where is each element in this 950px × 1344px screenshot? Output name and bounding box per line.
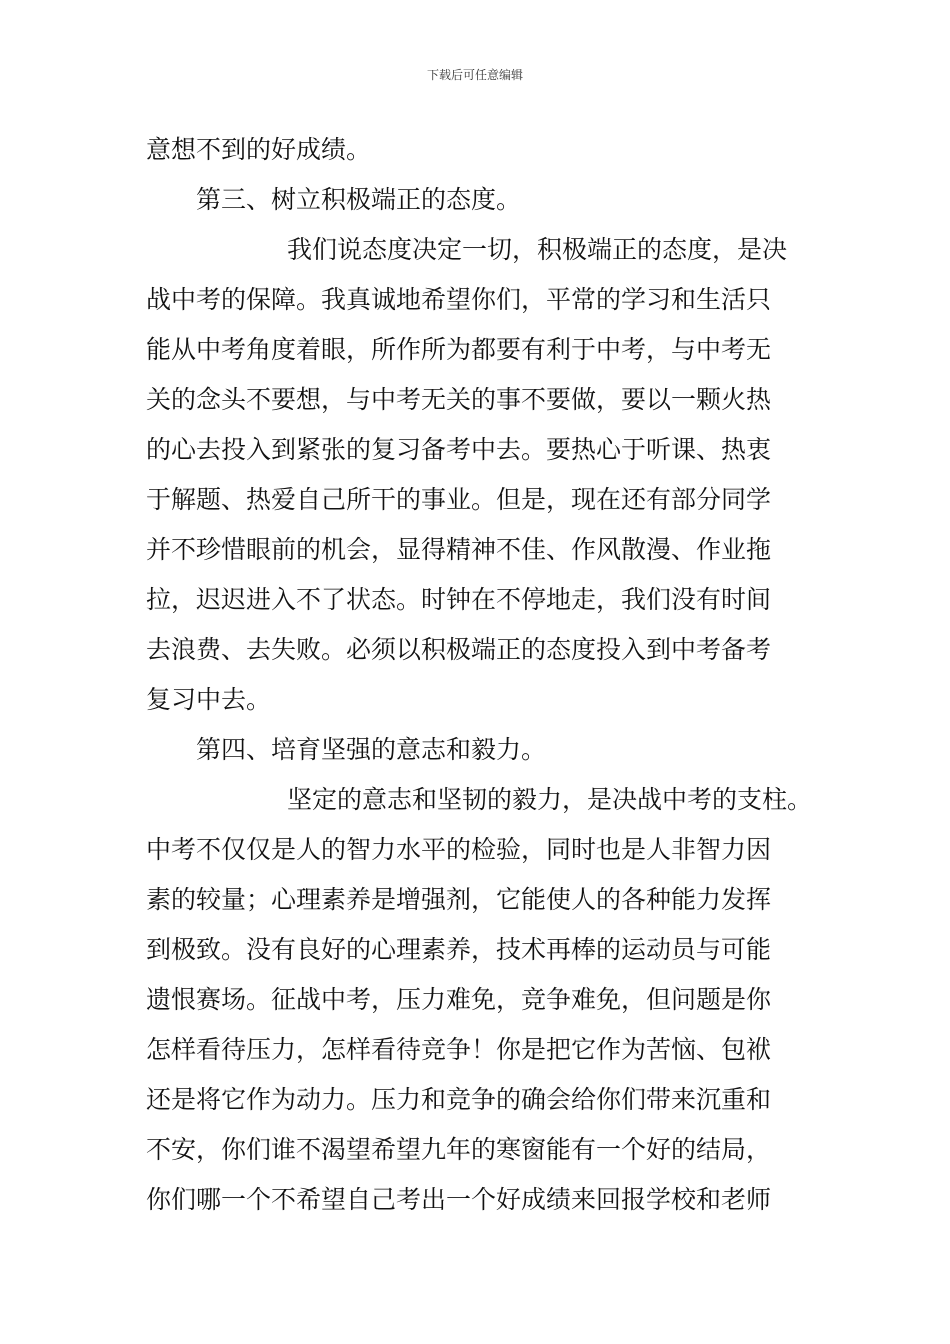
page-header-note: 下载后可任意编辑 (426, 68, 523, 82)
text-line: 能从中考角度着眼，所作所为都要有利于中考，与中考无 (146, 335, 772, 364)
text-line: 战中考的保障。我真诚地希望你们，平常的学习和生活只 (146, 285, 772, 314)
text-line: 关的念头不要想，与中考无关的事不要做，要以一颗火热 (146, 385, 772, 414)
text-line: 到极致。没有良好的心理素养，技术再棒的运动员与可能 (146, 935, 772, 964)
section-heading: 第三、树立积极端正的态度。 (196, 185, 522, 214)
text-line: 于解题、热爱自己所干的事业。但是，现在还有部分同学 (146, 485, 772, 514)
section-heading: 第四、培育坚强的意志和毅力。 (196, 735, 547, 764)
text-line: 你们哪一个不希望自己考出一个好成绩来回报学校和老师 (146, 1185, 772, 1214)
text-line: 去浪费、去失败。必须以积极端正的态度投入到中考备考 (146, 635, 772, 664)
text-line: 的心去投入到紧张的复习备考中去。要热心于听课、热衷 (146, 435, 772, 464)
text-line: 复习中去。 (146, 685, 272, 714)
text-line: 意想不到的好成绩。 (146, 135, 372, 164)
text-line: 还是将它作为动力。压力和竞争的确会给你们带来沉重和 (146, 1085, 772, 1114)
text-line: 并不珍惜眼前的机会，显得精神不佳、作风散漫、作业拖 (146, 535, 772, 564)
text-line: 不安，你们谁不渴望希望九年的寒窗能有一个好的结局， (146, 1135, 772, 1164)
text-line: 拉，迟迟进入不了状态。时钟在不停地走，我们没有时间 (146, 585, 772, 614)
text-line: 我们说态度决定一切，积极端正的态度，是决 (287, 235, 788, 264)
text-line: 怎样看待压力，怎样看待竞争！你是把它作为苦恼、包袱 (146, 1035, 772, 1064)
text-line: 中考不仅仅是人的智力水平的检验，同时也是人非智力因 (146, 835, 772, 864)
text-line: 素的较量；心理素养是增强剂，它能使人的各种能力发挥 (146, 885, 772, 914)
text-line: 坚定的意志和坚韧的毅力，是决战中考的支柱。 (287, 785, 813, 814)
text-line: 遗恨赛场。征战中考，压力难免，竞争难免，但问题是你 (146, 985, 772, 1014)
